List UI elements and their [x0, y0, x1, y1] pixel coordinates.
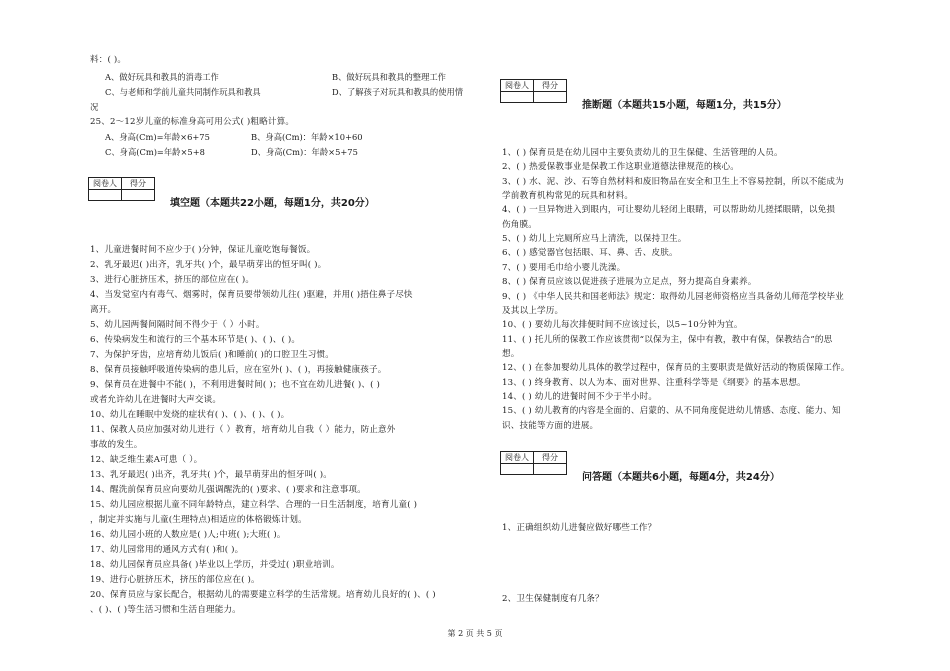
question-line: 13、乳牙最迟( )出齐，乳牙共( )个，最早萌芽出的恒牙叫( )。 — [90, 470, 333, 480]
q25-text: 25、2～12岁儿童的标准身高可用公式( )粗略计算。 — [90, 117, 295, 127]
question-line: 8、( ) 保育员应该以促进孩子进展为立足点，努力提高自身素养。 — [502, 277, 757, 288]
question-line: 、( )、( )等生活习惯和生活自理能力。 — [90, 605, 241, 615]
question-line: 9、保育员在进餐中不能( )，不利用进餐时间( )；也不宜在幼儿进餐( )、( ) — [90, 380, 380, 390]
question-line: 离开。 — [90, 305, 117, 315]
reviewer-cell — [501, 464, 534, 475]
q25-option-a: A、身高(Cm)=年龄×6+75 — [105, 132, 210, 142]
score-cell — [534, 464, 567, 475]
score-label: 得分 — [534, 80, 567, 92]
question-line: 11、( ) 托儿所的保教工作应该贯彻“以保为主，保中有教，教中有保，保教结合”的思 — [502, 334, 833, 345]
section-title-judgement: 推断题（本题共15小题，每题1分，共15分） — [582, 100, 787, 111]
reviewer-cell — [501, 92, 534, 103]
question-line: 19、进行心脏挤压术，挤压的部位应在( )。 — [90, 575, 260, 585]
question-line: 或者允许幼儿在进餐时大声交谈。 — [90, 395, 222, 405]
question-line: 学前教育机构常见的玩具和材料。 — [502, 191, 634, 202]
question-line: 7、( ) 要用毛巾给小婴儿洗澡。 — [502, 262, 626, 273]
q24-tail: 料：( )。 — [90, 55, 127, 65]
q24-option-d: D、了解孩子对玩具和教具的使用情 — [332, 87, 464, 97]
question-line: 5、幼儿园两餐间隔时间不得少于（ ）小时。 — [90, 320, 265, 330]
question-line: 12、( ) 在参加婴幼儿具体的教学过程中，保育员的主要职责是做好活动的物质保障工作。 — [502, 363, 850, 374]
question-line: 9、( ) 《中华人民共和国老师法》规定：取得幼儿园老师资格应当具备幼儿师范学校毕业 — [502, 291, 844, 302]
question-line: 14、醒洗前保育员应向要幼儿强调醒洗的( )要求、( )要求和注意事项。 — [90, 485, 366, 495]
question-line: 10、( ) 要幼儿每次排便时间不应该过长，以5~10分钟为宜。 — [502, 320, 743, 331]
question-line: 15、幼儿园应根据儿童不同年龄特点，建立科学、合理的一日生活制度，培育儿童( ) — [90, 500, 418, 510]
score-cell — [122, 190, 155, 201]
question-line: 1、儿童进餐时间不应少于( )分钟，保证儿童吃饱每餐饭。 — [90, 245, 316, 255]
question-line: 12、缺乏维生素A可患（ ）。 — [90, 455, 203, 465]
q25-option-c: C、身高(Cm)=年龄×5+8 — [105, 147, 205, 157]
question-line: 7、为保护牙齿，应培育幼儿饭后( )和睡前( )的口腔卫生习惯。 — [90, 350, 334, 360]
question-line: 11、保教人员应加强对幼儿进行（ ）教育，培育幼儿自我（ ）能力，防止意外 — [90, 425, 396, 435]
question-line: 20、保育员应与家长配合，根据幼儿的需要建立科学的生活常规。培育幼儿良好的( )、( ) — [90, 590, 436, 600]
question-line: 3、进行心脏挤压术，挤压的部位应在( )。 — [90, 275, 255, 285]
score-label: 得分 — [122, 178, 155, 190]
question-line: 伤角膜。 — [502, 219, 537, 230]
q24-option-d-cont: 况 — [90, 102, 99, 112]
q25-option-b: B、身高(Cm)：年龄×10+60 — [251, 132, 363, 142]
reviewer-label: 阅卷人 — [501, 452, 534, 464]
question-line: 4、( ) 一旦异物进入到眼内，可让婴幼儿轻闭上眼睛，可以帮助幼儿搓揉眼睛，以免损 — [502, 205, 836, 216]
question-line: 3、( ) 水、泥、沙、石等自然材料和废旧物品在安全和卫生上不容易控制，所以不能成为 — [502, 176, 844, 187]
question-line: 13、( ) 终身教育、以人为本、面对世界、注重科学等是《纲要》的基本思想。 — [502, 377, 806, 388]
q24-option-b: B、做好玩具和教具的整理工作 — [332, 72, 446, 82]
qa-question-2: 2、卫生保健制度有几条？ — [502, 594, 604, 604]
score-box-judgement — [500, 79, 567, 103]
q24-option-a: A、做好玩具和教具的消毒工作 — [105, 72, 219, 82]
score-cell — [534, 92, 567, 103]
question-line: 2、乳牙最迟( )出齐，乳牙共( )个，最早萌芽出的恒牙叫( )。 — [90, 260, 327, 270]
q24-option-c: C、与老师和学前儿童共同制作玩具和教具 — [105, 87, 261, 97]
score-box-qa — [500, 451, 567, 475]
page-footer: 第 2 页 共 5 页 — [447, 629, 503, 638]
question-line: 10、幼儿在睡眠中发烧的症状有( )、( )、( )、( )。 — [90, 410, 290, 420]
question-line: 1、( ) 保育员是在幼儿园中主要负责幼儿的卫生保健、生活管理的人员。 — [502, 148, 783, 158]
question-line: 识、技能等方面的进展。 — [502, 420, 599, 431]
question-line: ，制定并实施与儿童(生理特点)相适应的体格锻炼计划。 — [90, 515, 307, 525]
question-line: 5、( ) 幼儿上完厕所应马上清洗，以保持卫生。 — [502, 234, 687, 245]
question-line: 17、幼儿园常用的通风方式有( )和( )。 — [90, 545, 244, 555]
q25-option-d: D、身高(Cm)：年龄×5+75 — [251, 147, 358, 157]
question-line: 及其以上学历。 — [502, 305, 564, 316]
question-line: 14、( ) 幼儿的进餐时间不少于半小时。 — [502, 391, 658, 402]
reviewer-cell — [89, 190, 122, 201]
question-line: 2、( ) 热爱保教事业是保教工作这职业道德法律规范的核心。 — [502, 162, 739, 173]
score-box-fill — [88, 177, 155, 201]
qa-question-1: 1、正确组织幼儿进餐应做好哪些工作？ — [502, 523, 657, 533]
reviewer-label: 阅卷人 — [501, 80, 534, 92]
reviewer-label: 阅卷人 — [89, 178, 122, 190]
question-line: 6、( ) 感觉器官包括眼、耳、鼻、舌、皮肤。 — [502, 248, 678, 259]
score-label: 得分 — [534, 452, 567, 464]
question-line: 4、当发觉室内有毒气、烟雾时，保育员要带领幼儿往( )驱避，并用( )捂住鼻子尽快 — [90, 290, 413, 300]
question-line: 事故的发生。 — [90, 440, 143, 450]
question-line: 18、幼儿园保育员应具备( )毕业以上学历，并受过( )职业培训。 — [90, 560, 340, 570]
question-line: 8、保育员接触呼吸道传染病的患儿后，应在室外( )、( )，再接触健康孩子。 — [90, 365, 387, 375]
section-title-fill-in: 填空题（本题共22小题，每题1分，共20分） — [170, 198, 375, 209]
section-title-qa: 问答题（本题共6小题，每题4分，共24分） — [582, 472, 780, 483]
question-line: 6、传染病发生和流行的三个基本环节是( )、( )、( )。 — [90, 335, 301, 345]
question-line: 15、( ) 幼儿教育的内容是全面的、启蒙的、从不同角度促进幼儿情感、态度、能力、知 — [502, 406, 841, 417]
question-line: 想。 — [502, 348, 520, 359]
question-line: 16、幼儿园小班的人数应是( )人;中班( );大班( )。 — [90, 530, 286, 540]
